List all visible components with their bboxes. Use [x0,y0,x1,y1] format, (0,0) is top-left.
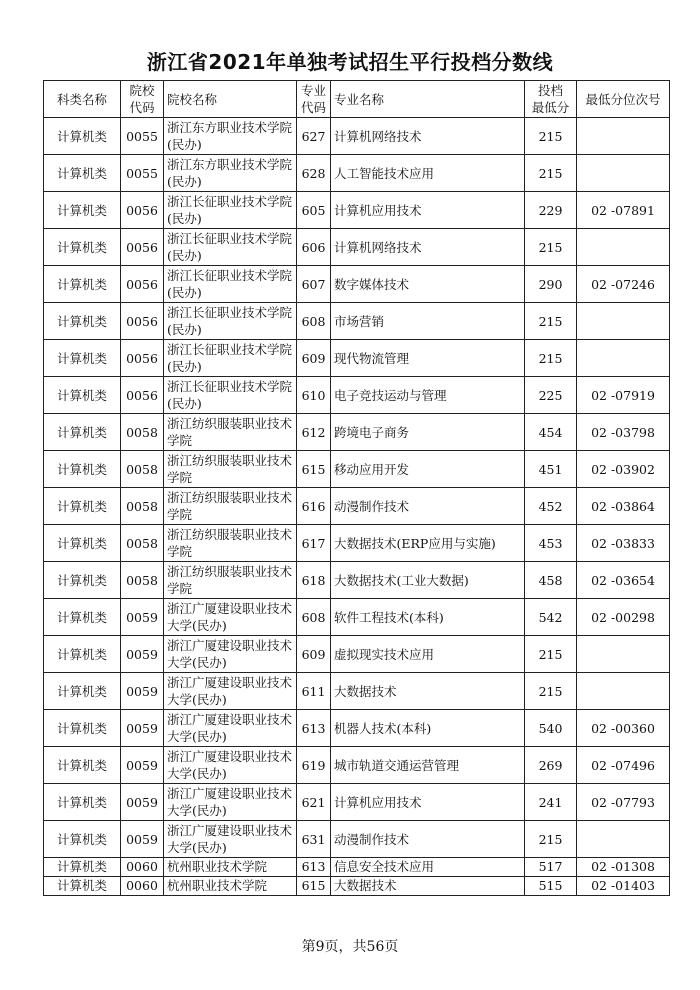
header-major-code [297,81,331,118]
cell-min-rank [577,821,670,858]
cell-min-score: 452 [525,488,577,525]
table-row [44,266,670,303]
cell-school-name: 浙江广厦建设职业技术大学(民办) [164,747,297,784]
header-school-name: 院校名称 [164,81,297,118]
cell-major-code: 613 [297,858,331,877]
cell-school-code: 0060 [121,877,164,896]
table-row [44,562,670,599]
cell-school-code: 0056 [121,377,164,414]
table-body [44,118,670,896]
cell-school-code: 0055 [121,155,164,192]
cell-major-code: 616 [297,488,331,525]
table-row [44,821,670,858]
cell-min-rank: 02 -07793 [577,784,670,821]
cell-category: 计算机类 [44,562,121,599]
cell-min-score: 215 [525,636,577,673]
cell-major-code: 631 [297,821,331,858]
cell-min-rank: 02 -03654 [577,562,670,599]
cell-school-name: 浙江东方职业技术学院(民办) [164,118,297,155]
cell-school-code: 0058 [121,414,164,451]
header-school-code-text: 院校 代码 [129,83,155,115]
cell-min-rank: 02 -00360 [577,710,670,747]
table-row [44,192,670,229]
cell-category: 计算机类 [44,821,121,858]
cell-min-rank: 02 -03902 [577,451,670,488]
cell-school-code: 0056 [121,266,164,303]
header-min-score [525,81,577,118]
header-major-name: 专业名称 [331,81,525,118]
cell-min-rank [577,118,670,155]
cell-major-name: 虚拟现实技术应用 [331,636,525,673]
table-row [44,303,670,340]
cell-school-name: 浙江广厦建设职业技术大学(民办) [164,710,297,747]
cell-min-rank [577,340,670,377]
cell-school-code: 0056 [121,340,164,377]
cell-category: 计算机类 [44,377,121,414]
cell-school-name: 浙江纺织服装职业技术学院 [164,414,297,451]
header-category: 科类名称 [44,81,121,118]
cell-school-code: 0056 [121,303,164,340]
cell-school-name: 浙江长征职业技术学院(民办) [164,377,297,414]
cell-min-rank: 02 -07496 [577,747,670,784]
cell-min-score: 215 [525,340,577,377]
cell-major-name: 软件工程技术(本科) [331,599,525,636]
cell-school-name: 浙江长征职业技术学院(民办) [164,266,297,303]
cell-min-score: 215 [525,303,577,340]
header-major-code-text: 专业 代码 [300,83,326,115]
cell-school-name: 浙江长征职业技术学院(民办) [164,192,297,229]
table-row [44,747,670,784]
table-row [44,488,670,525]
page-title: 浙江省2021年单独考试招生平行投档分数线 [146,50,554,74]
cell-min-rank: 02 -07891 [577,192,670,229]
cell-school-code: 0059 [121,821,164,858]
cell-min-score: 215 [525,821,577,858]
cell-major-name: 数字媒体技术 [331,266,525,303]
table-row [44,155,670,192]
cell-major-code: 613 [297,710,331,747]
cell-min-rank: 02 -01308 [577,858,670,877]
cell-min-rank: 02 -03864 [577,488,670,525]
cell-min-rank: 02 -00298 [577,599,670,636]
cell-min-score: 290 [525,266,577,303]
cell-min-rank: 02 -07919 [577,377,670,414]
cell-major-name: 大数据技术(工业大数据) [331,562,525,599]
cell-min-rank: 02 -07246 [577,266,670,303]
cell-major-code: 609 [297,636,331,673]
table-row [44,118,670,155]
table-row [44,451,670,488]
score-table [43,80,670,896]
cell-category: 计算机类 [44,451,121,488]
cell-min-rank [577,673,670,710]
cell-school-code: 0059 [121,599,164,636]
cell-category: 计算机类 [44,636,121,673]
cell-school-name: 浙江纺织服装职业技术学院 [164,525,297,562]
cell-school-name: 浙江广厦建设职业技术大学(民办) [164,784,297,821]
cell-major-code: 606 [297,229,331,266]
cell-min-score: 517 [525,858,577,877]
cell-school-name: 浙江长征职业技术学院(民办) [164,340,297,377]
cell-school-code: 0060 [121,858,164,877]
cell-school-code: 0058 [121,562,164,599]
cell-category: 计算机类 [44,192,121,229]
table-row [44,710,670,747]
cell-major-name: 计算机应用技术 [331,784,525,821]
cell-min-score: 542 [525,599,577,636]
cell-category: 计算机类 [44,673,121,710]
cell-major-code: 611 [297,673,331,710]
cell-major-code: 615 [297,451,331,488]
cell-school-code: 0056 [121,192,164,229]
header-min-rank: 最低分位次号 [577,81,670,118]
cell-category: 计算机类 [44,877,121,896]
cell-major-name: 动漫制作技术 [331,821,525,858]
table-row [44,525,670,562]
cell-min-rank: 02 -03798 [577,414,670,451]
cell-major-code: 608 [297,303,331,340]
cell-major-code: 619 [297,747,331,784]
cell-min-rank: 02 -03833 [577,525,670,562]
cell-school-code: 0059 [121,673,164,710]
cell-category: 计算机类 [44,303,121,340]
cell-major-code: 627 [297,118,331,155]
cell-major-code: 610 [297,377,331,414]
cell-min-score: 215 [525,155,577,192]
cell-major-name: 人工智能技术应用 [331,155,525,192]
cell-major-name: 计算机应用技术 [331,192,525,229]
cell-min-rank [577,636,670,673]
cell-category: 计算机类 [44,414,121,451]
cell-major-code: 605 [297,192,331,229]
cell-category: 计算机类 [44,488,121,525]
cell-school-name: 浙江长征职业技术学院(民办) [164,229,297,266]
cell-major-name: 电子竞技运动与管理 [331,377,525,414]
cell-school-name: 杭州职业技术学院 [164,858,297,877]
table-row [44,784,670,821]
cell-school-name: 杭州职业技术学院 [164,877,297,896]
table-row [44,858,670,877]
cell-major-name: 计算机网络技术 [331,118,525,155]
table-row [44,229,670,266]
cell-major-code: 617 [297,525,331,562]
cell-major-name: 现代物流管理 [331,340,525,377]
cell-major-code: 618 [297,562,331,599]
cell-school-code: 0059 [121,636,164,673]
cell-min-score: 451 [525,451,577,488]
table-row [44,599,670,636]
cell-min-score: 225 [525,377,577,414]
cell-min-score: 453 [525,525,577,562]
cell-major-name: 大数据技术 [331,673,525,710]
cell-school-code: 0058 [121,488,164,525]
cell-major-code: 612 [297,414,331,451]
cell-major-code: 621 [297,784,331,821]
cell-category: 计算机类 [44,784,121,821]
cell-major-name: 大数据技术(ERP应用与实施) [331,525,525,562]
cell-major-name: 信息安全技术应用 [331,858,525,877]
cell-category: 计算机类 [44,229,121,266]
cell-school-code: 0055 [121,118,164,155]
cell-min-score: 515 [525,877,577,896]
cell-min-score: 215 [525,673,577,710]
cell-category: 计算机类 [44,266,121,303]
cell-school-name: 浙江广厦建设职业技术大学(民办) [164,599,297,636]
cell-school-code: 0059 [121,784,164,821]
cell-major-name: 动漫制作技术 [331,488,525,525]
cell-school-name: 浙江广厦建设职业技术大学(民办) [164,821,297,858]
cell-major-name: 移动应用开发 [331,451,525,488]
cell-category: 计算机类 [44,118,121,155]
cell-school-name: 浙江长征职业技术学院(民办) [164,303,297,340]
cell-school-code: 0056 [121,229,164,266]
cell-major-name: 大数据技术 [331,877,525,896]
cell-min-rank [577,303,670,340]
cell-major-code: 607 [297,266,331,303]
cell-major-code: 615 [297,877,331,896]
cell-major-name: 计算机网络技术 [331,229,525,266]
cell-min-score: 215 [525,229,577,266]
cell-min-score: 241 [525,784,577,821]
cell-major-name: 城市轨道交通运营管理 [331,747,525,784]
cell-school-name: 浙江纺织服装职业技术学院 [164,488,297,525]
cell-school-name: 浙江东方职业技术学院(民办) [164,155,297,192]
table-row [44,636,670,673]
cell-major-name: 跨境电子商务 [331,414,525,451]
cell-category: 计算机类 [44,599,121,636]
cell-min-rank: 02 -01403 [577,877,670,896]
header-min-score-text: 投档 最低分 [531,83,570,115]
cell-school-name: 浙江纺织服装职业技术学院 [164,562,297,599]
cell-school-name: 浙江纺织服装职业技术学院 [164,451,297,488]
table-row [44,673,670,710]
cell-category: 计算机类 [44,525,121,562]
cell-school-name: 浙江广厦建设职业技术大学(民办) [164,636,297,673]
cell-school-code: 0058 [121,525,164,562]
table-row [44,340,670,377]
cell-category: 计算机类 [44,858,121,877]
cell-min-score: 540 [525,710,577,747]
table-row [44,377,670,414]
cell-major-code: 609 [297,340,331,377]
cell-min-score: 215 [525,118,577,155]
cell-min-score: 269 [525,747,577,784]
cell-school-code: 0059 [121,747,164,784]
cell-min-score: 454 [525,414,577,451]
cell-category: 计算机类 [44,155,121,192]
cell-school-code: 0058 [121,451,164,488]
cell-school-name: 浙江广厦建设职业技术大学(民办) [164,673,297,710]
page-footer: 第9页，共56页 [301,939,399,955]
table-row [44,877,670,896]
cell-min-score: 458 [525,562,577,599]
table-row [44,414,670,451]
cell-major-name: 市场营销 [331,303,525,340]
cell-min-rank [577,155,670,192]
cell-major-code: 608 [297,599,331,636]
cell-category: 计算机类 [44,710,121,747]
cell-major-code: 628 [297,155,331,192]
cell-category: 计算机类 [44,340,121,377]
cell-min-score: 229 [525,192,577,229]
cell-major-name: 机器人技术(本科) [331,710,525,747]
cell-school-code: 0059 [121,710,164,747]
table-header-row [44,81,670,118]
header-school-code [121,81,164,118]
cell-category: 计算机类 [44,747,121,784]
cell-min-rank [577,229,670,266]
